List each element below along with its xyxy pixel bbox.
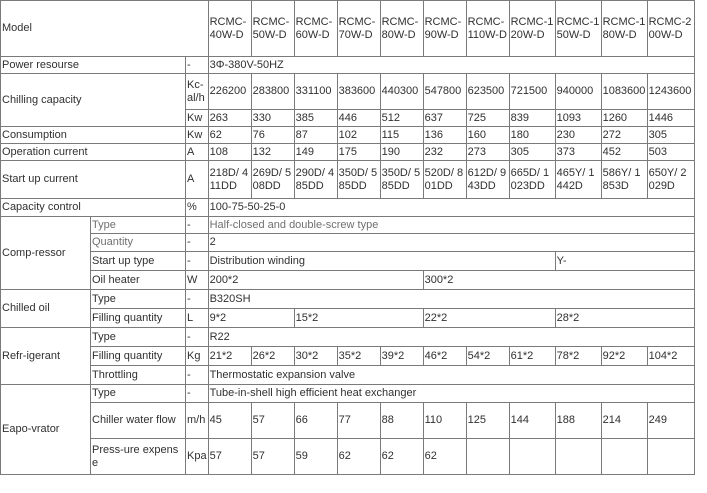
unit-cell: Kw <box>186 110 209 127</box>
chilled-oil-fill-row <box>1 309 695 328</box>
refrigerant-throttling-row <box>1 366 695 385</box>
value-cell: 214 <box>601 403 647 439</box>
value-cell: 87 <box>294 127 337 144</box>
unit-cell: L <box>186 309 209 328</box>
unit-cell: - <box>186 217 209 234</box>
empty-cell <box>647 439 694 475</box>
unit-cell: W <box>186 271 209 290</box>
power-value: 3Φ-380V-50HZ <box>208 57 694 74</box>
operation-current-label: Operation current <box>1 144 186 161</box>
value-cell: 180 <box>509 127 555 144</box>
value-cell: 62 <box>208 127 251 144</box>
chilling-kcal-row <box>1 74 695 110</box>
model-name: RCMC-120W-D <box>509 1 555 57</box>
value-cell: 160 <box>466 127 509 144</box>
value-cell: 650Y/ 2029D <box>647 161 694 199</box>
model-row <box>1 1 695 57</box>
evaporator-label: Eapo-vrator <box>1 385 91 475</box>
value-cell: 1260 <box>601 110 647 127</box>
value-cell: 331100 <box>294 74 337 110</box>
capacity-control-value: 100-75-50-25-0 <box>208 199 694 217</box>
value-cell: 218D/ 411DD <box>208 161 251 199</box>
compressor-quantity-value: 2 <box>208 234 694 252</box>
compressor-type-value: Half-closed and double-screw type <box>208 217 694 234</box>
value-cell: 102 <box>337 127 380 144</box>
value-cell: 446 <box>337 110 380 127</box>
value-cell: 136 <box>423 127 466 144</box>
unit-cell: - <box>186 234 209 252</box>
model-name: RCMC-110W-D <box>466 1 509 57</box>
value-cell: 383600 <box>337 74 380 110</box>
sub-label: Type <box>91 217 186 234</box>
model-name: RCMC-60W-D <box>294 1 337 57</box>
unit-cell: Kw <box>186 127 209 144</box>
unit-cell: - <box>186 366 209 385</box>
compressor-quantity-row <box>1 234 695 252</box>
value-cell: 110 <box>423 403 466 439</box>
value-cell: 61*2 <box>509 347 555 366</box>
sub-label: Type <box>91 328 186 347</box>
sub-label: Throttling <box>91 366 186 385</box>
sub-label: Type <box>91 385 186 403</box>
oil-heater-value: 200*2 <box>208 271 423 290</box>
value-cell: 46*2 <box>423 347 466 366</box>
value-cell: 547800 <box>423 74 466 110</box>
value-cell: 940000 <box>555 74 601 110</box>
value-cell: 144 <box>509 403 555 439</box>
refrigerant-label: Refr-igerant <box>1 328 91 385</box>
empty-cell <box>466 439 509 475</box>
value-cell: 45 <box>208 403 251 439</box>
value-cell: 149 <box>294 144 337 161</box>
unit-cell: - <box>186 290 209 309</box>
unit-cell: A <box>186 161 209 199</box>
sub-label: Chiller water flow <box>91 403 186 439</box>
sub-label: Start up type <box>91 252 186 271</box>
value-cell: 175 <box>337 144 380 161</box>
unit-cell: - <box>186 252 209 271</box>
value-cell: 59 <box>294 439 337 475</box>
value-cell: 21*2 <box>208 347 251 366</box>
unit-cell: Kpa <box>186 439 209 475</box>
value-cell: 503 <box>647 144 694 161</box>
value-cell: 305 <box>509 144 555 161</box>
sub-label: Press-ure expense <box>91 439 186 475</box>
model-name: RCMC-70W-D <box>337 1 380 57</box>
model-name: RCMC-40W-D <box>208 1 251 57</box>
evaporator-type-row <box>1 385 695 403</box>
value-cell: 39*2 <box>380 347 423 366</box>
value-cell: 839 <box>509 110 555 127</box>
value-cell: 78*2 <box>555 347 601 366</box>
startup-current-label: Start up current <box>1 161 186 199</box>
unit-cell: Kc-al/h <box>186 74 209 110</box>
model-name: RCMC-200W-D <box>647 1 694 57</box>
evaporator-type-value: Tube-in-shell high efficient heat exchanger <box>208 385 694 403</box>
chilled-oil-type-value: B320SH <box>208 290 694 309</box>
throttling-value: Thermostatic expansion valve <box>208 366 694 385</box>
capacity-control-row <box>1 199 695 217</box>
value-cell: 30*2 <box>294 347 337 366</box>
model-name: RCMC-90W-D <box>423 1 466 57</box>
value-cell: 1243600 <box>647 74 694 110</box>
compressor-type-row <box>1 217 695 234</box>
value-cell: 637 <box>423 110 466 127</box>
value-cell: 1093 <box>555 110 601 127</box>
oil-fill-value: 28*2 <box>555 309 694 328</box>
value-cell: 283800 <box>251 74 294 110</box>
empty-cell <box>601 439 647 475</box>
consumption-label: Consumption <box>1 127 186 144</box>
value-cell: 440300 <box>380 74 423 110</box>
value-cell: 88 <box>380 403 423 439</box>
value-cell: 612D/ 943DD <box>466 161 509 199</box>
value-cell: 57 <box>251 403 294 439</box>
value-cell: 1083600 <box>601 74 647 110</box>
value-cell: 273 <box>466 144 509 161</box>
sub-label: Type <box>91 290 186 309</box>
value-cell: 725 <box>466 110 509 127</box>
power-label: Power resourse <box>1 57 186 74</box>
value-cell: 76 <box>251 127 294 144</box>
model-name: RCMC-50W-D <box>251 1 294 57</box>
value-cell: 465Y/ 1442D <box>555 161 601 199</box>
sub-label: Filling quantity <box>91 347 186 366</box>
sub-label: Filling quantity <box>91 309 186 328</box>
unit-cell: - <box>186 328 209 347</box>
value-cell: 232 <box>423 144 466 161</box>
evaporator-flow-row <box>1 403 695 439</box>
startup-current-row <box>1 161 695 199</box>
value-cell: 104*2 <box>647 347 694 366</box>
consumption-row <box>1 127 695 144</box>
sub-label: Oil heater <box>91 271 186 290</box>
refrigerant-fill-row <box>1 347 695 366</box>
compressor-label: Comp-ressor <box>1 217 91 290</box>
sub-label: Quantity <box>91 234 186 252</box>
value-cell: 512 <box>380 110 423 127</box>
chilled-oil-label: Chilled oil <box>1 290 91 328</box>
unit-cell: m/h <box>186 403 209 439</box>
value-cell: 62 <box>337 439 380 475</box>
oil-heater-value: 300*2 <box>423 271 694 290</box>
value-cell: 1446 <box>647 110 694 127</box>
compressor-oil-heater-row <box>1 271 695 290</box>
value-cell: 263 <box>208 110 251 127</box>
startup-type-value: Distribution winding <box>208 252 555 271</box>
value-cell: 385 <box>294 110 337 127</box>
oil-fill-value: 15*2 <box>294 309 423 328</box>
value-cell: 125 <box>466 403 509 439</box>
unit-cell: - <box>186 385 209 403</box>
value-cell: 54*2 <box>466 347 509 366</box>
empty-cell <box>509 439 555 475</box>
value-cell: 721500 <box>509 74 555 110</box>
operation-current-row <box>1 144 695 161</box>
model-name: RCMC-150W-D <box>555 1 601 57</box>
chilled-oil-type-row <box>1 290 695 309</box>
value-cell: 623500 <box>466 74 509 110</box>
value-cell: 115 <box>380 127 423 144</box>
refrigerant-type-value: R22 <box>208 328 694 347</box>
value-cell: 35*2 <box>337 347 380 366</box>
unit-cell: A <box>186 144 209 161</box>
value-cell: 330 <box>251 110 294 127</box>
value-cell: 272 <box>601 127 647 144</box>
oil-fill-value: 22*2 <box>423 309 555 328</box>
capacity-control-label: Capacity control <box>1 199 186 217</box>
value-cell: 62 <box>380 439 423 475</box>
value-cell: 350D/ 585DD <box>380 161 423 199</box>
value-cell: 190 <box>380 144 423 161</box>
value-cell: 26*2 <box>251 347 294 366</box>
value-cell: 350D/ 585DD <box>337 161 380 199</box>
value-cell: 452 <box>601 144 647 161</box>
value-cell: 57 <box>251 439 294 475</box>
value-cell: 586Y/ 1853D <box>601 161 647 199</box>
unit-cell: - <box>186 57 209 74</box>
model-name: RCMC-80W-D <box>380 1 423 57</box>
value-cell: 62 <box>423 439 466 475</box>
chilling-label: Chilling capacity <box>1 74 186 127</box>
value-cell: 77 <box>337 403 380 439</box>
value-cell: 226200 <box>208 74 251 110</box>
value-cell: 66 <box>294 403 337 439</box>
value-cell: 305 <box>647 127 694 144</box>
value-cell: 108 <box>208 144 251 161</box>
startup-type-value: Y- <box>555 252 694 271</box>
model-name: RCMC-180W-D <box>601 1 647 57</box>
value-cell: 92*2 <box>601 347 647 366</box>
unit-cell: % <box>186 199 209 217</box>
unit-cell: Kg <box>186 347 209 366</box>
refrigerant-type-row <box>1 328 695 347</box>
evaporator-pressure-row <box>1 439 695 475</box>
value-cell: 132 <box>251 144 294 161</box>
value-cell: 57 <box>208 439 251 475</box>
empty-cell <box>555 439 601 475</box>
value-cell: 188 <box>555 403 601 439</box>
value-cell: 269D/ 508DD <box>251 161 294 199</box>
compressor-startup-row <box>1 252 695 271</box>
model-label: Model <box>1 1 209 57</box>
value-cell: 230 <box>555 127 601 144</box>
oil-fill-value: 9*2 <box>208 309 294 328</box>
value-cell: 520D/ 801DD <box>423 161 466 199</box>
value-cell: 665D/ 1023DD <box>509 161 555 199</box>
value-cell: 373 <box>555 144 601 161</box>
value-cell: 290D/ 485DD <box>294 161 337 199</box>
value-cell: 249 <box>647 403 694 439</box>
power-row <box>1 57 695 74</box>
